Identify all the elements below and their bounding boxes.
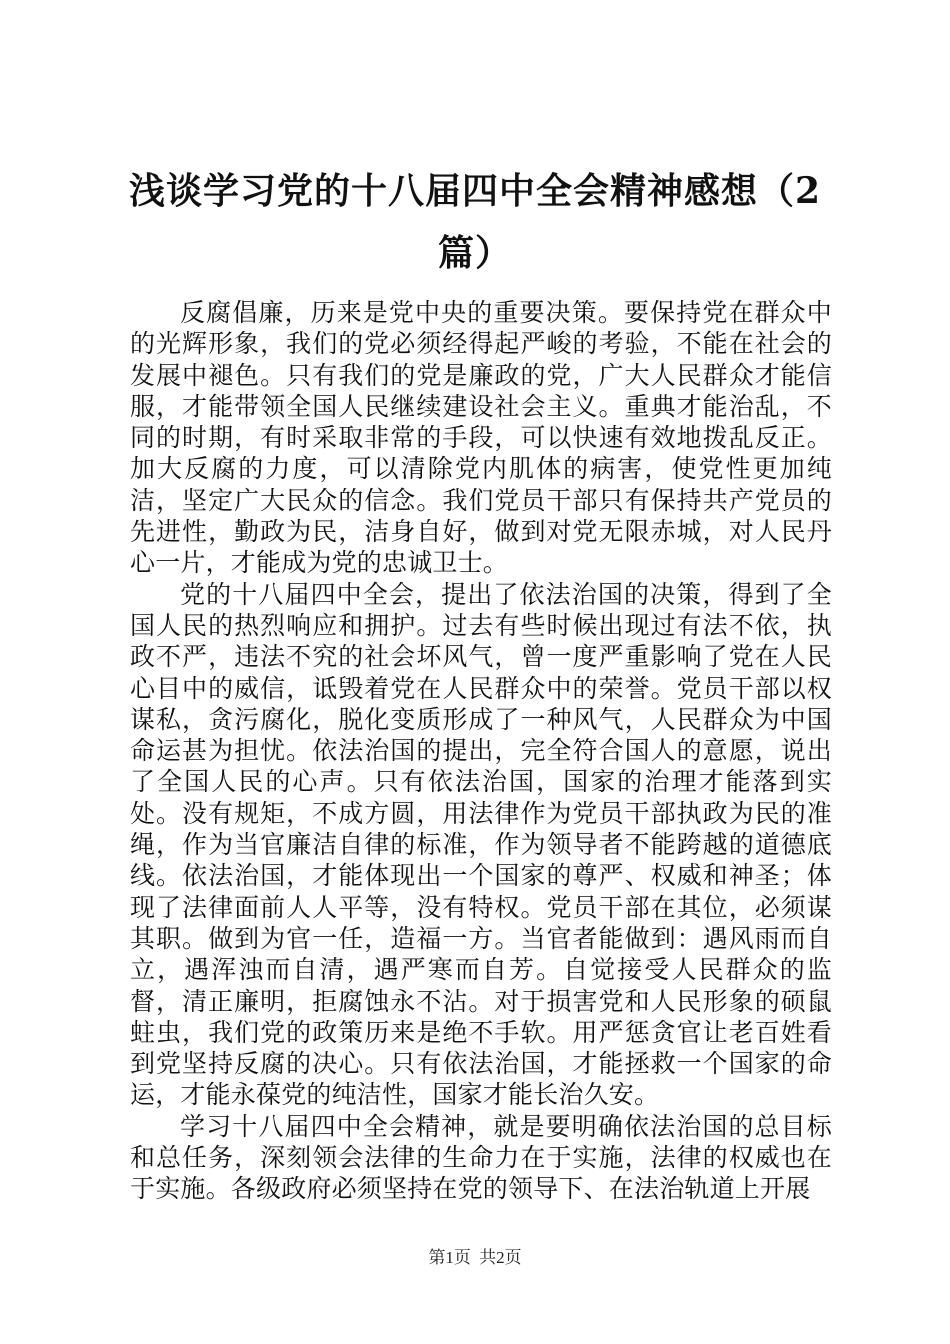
paragraph-2: 党的十八届四中全会，提出了依法治国的决策，得到了全国人民的热烈响应和拥护。过去有些时候出现过有法不依，执政不严，违法不究的社会坏风气，曾一度严重影响了党在人民心目中的威信，诋毁着党在人民群众中的荣誉。党员干部以权谋私，贪污腐化，脱化变质形成了一种风气，人民群众为中国命运甚为担忧。依法治国的提出，完全符合国人的意愿，说出了全国人民的心声。只有依法治国，国家的治理才能落到实处。没有规矩，不成方圆，用法律作为党员干部执政为民的准绳，作为当官廉洁自律的标准，作为领导者不能跨越的道德底线。依法治国，才能体现出一个国家的尊严、权威和神圣；体现了法律面前人人平等，没有特权。党员干部在其位，必须谋其职。做到为官一任，造福一方。当官者能做到：遇风雨而自立，遇浑浊而自清，遇严寒而自芳。自觉接受人民群众的监督，清正廉明，拒腐蚀永不沾。对于损害党和人民形象的硕鼠蛀虫，我们党的政策历来是绝不手软。用严惩贪官让老百姓看到党坚持反腐的决心。只有依法治国，才能拯救一个国家的命运，才能永葆党的纯洁性，国家才能长治久安。: [130, 579, 832, 1110]
page-footer: [0, 1243, 950, 1268]
page-number: 第1页: [428, 1248, 471, 1267]
document-body: [130, 297, 832, 1205]
paragraph-1: 反腐倡廉，历来是党中央的重要决策。要保持党在群众中的光辉形象，我们的党必须经得起严峻的考验，不能在社会的发展中褪色。只有我们的党是廉政的党，广大人民群众才能信服，才能带领全国人民继续建设社会主义。重典才能治乱，不同的时期，有时采取非常的手段，可以快速有效地拨乱反正。加大反腐的力度，可以清除党内肌体的病害，使党性更加纯洁，坚定广大民众的信念。我们党员干部只有保持共产党员的先进性，勤政为民，洁身自好，做到对党无限赤城，对人民丹心一片，才能成为党的忠诚卫士。: [130, 298, 832, 578]
page-total: 共2页: [479, 1248, 522, 1267]
paragraph-3: 学习十八届四中全会精神，就是要明确依法治国的总目标和总任务，深刻领会法律的生命力在于实施，法律的权威也在于实施。各级政府必须坚持在党的领导下、在法治轨道上开展: [130, 1111, 832, 1204]
document-title: 浅谈学习党的十八届四中全会精神感想（2篇）: [128, 170, 822, 274]
